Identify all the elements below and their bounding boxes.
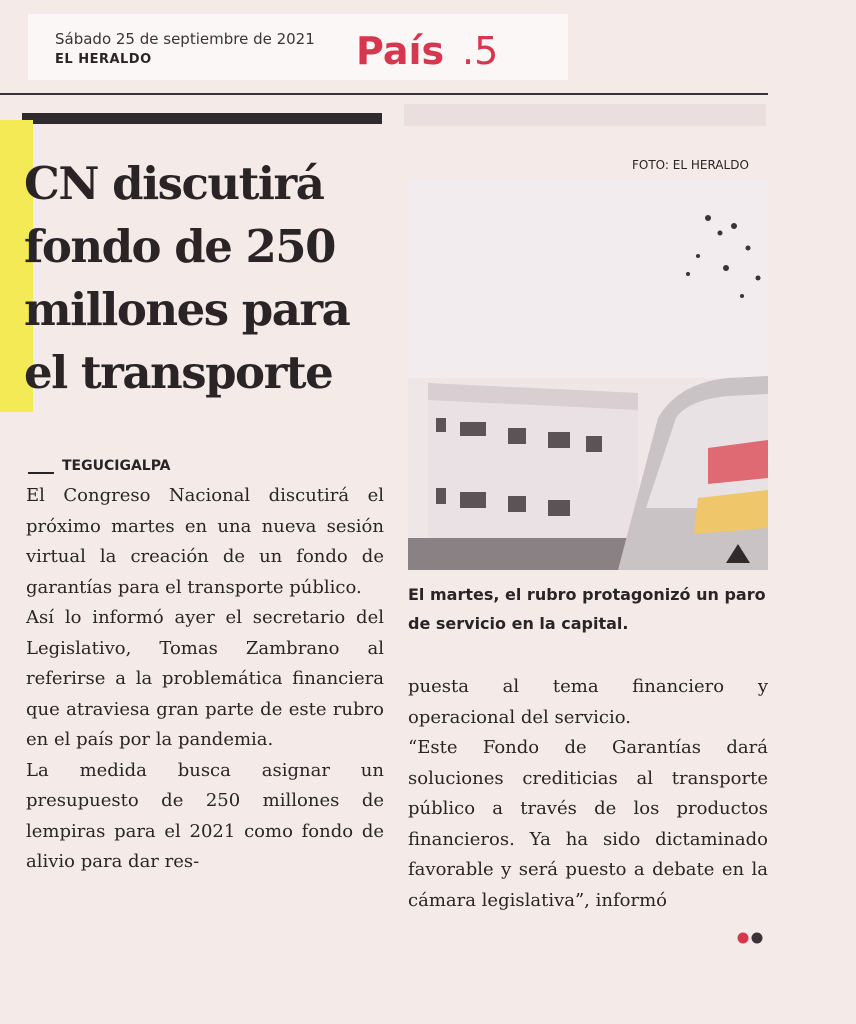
article-column-left [26,481,384,878]
article-paragraph: La medida busca asignar un presupuesto de 250 millones de lempiras para el 2021 como fondo de alivio para dar res- [26,759,384,872]
dateline: TEGUCIGALPA [62,458,171,474]
bleed-through-band [404,104,766,126]
header-divider [0,93,768,95]
headline-line: millones para [24,283,350,336]
article-top-bar [22,113,382,124]
article-headline [24,152,394,404]
section-title: País [356,29,445,73]
issue-date: Sábado 25 de septiembre de 2021 [55,30,315,48]
headline-line: el transporte [24,346,333,399]
article-paragraph: Así lo informó ayer el secretario del Legislativo, Tomas Zambrano al referirse a la problemática financiera que atraviesa gran parte de este rubro en el país por la pandemia. [26,607,384,750]
article-paragraph: puesta al tema financiero y operacional del servicio. [408,676,768,728]
headline-line: fondo de 250 [24,220,335,273]
photo-caption: El martes, el rubro protagonizó un paro de servicio en la capital. [408,585,766,633]
page-number: .5 [462,29,499,73]
two-dots-end-icon [736,930,768,946]
headline-line: CN discutirá [24,157,324,210]
article-column-right [408,672,768,916]
article-paragraph: El Congreso Nacional discutirá el próximo martes en una nueva sesión virtual la creación de un fondo de garantías para el transporte público. [26,485,384,598]
photo-credit: FOTO: EL HERALDO [632,158,749,172]
byline-dash [28,472,54,474]
article-paragraph: “Este Fondo de Garantías dará soluciones crediticias al transporte público a través de los productos financieros. Ya ha sido dictaminado favorable y será puesto a debate en la cámara legislativa”, informó [408,737,768,911]
newspaper-name: EL HERALDO [55,52,152,67]
article-photo [408,178,768,570]
